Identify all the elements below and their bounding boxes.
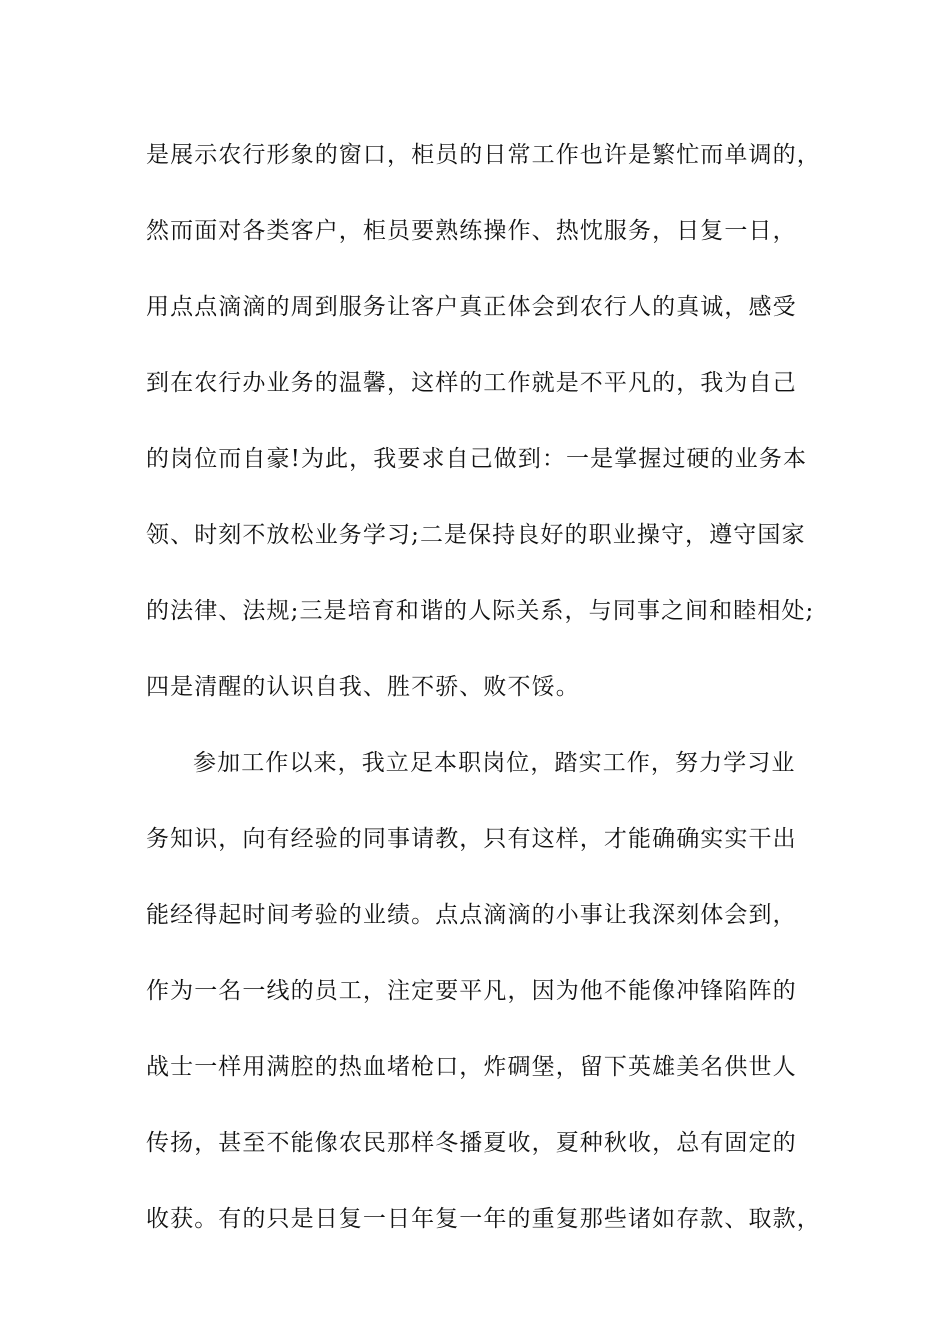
paragraph-first-line: 参加工作以来，我立足本职岗位，踏实工作，努力学习业 [193, 750, 796, 776]
text-line: 收获。有的只是日复一日年复一年的重复那些诸如存款、取款， [146, 1206, 821, 1232]
text-line: 到在农行办业务的温馨，这样的工作就是不平凡的，我为自己 [146, 370, 797, 396]
text-line: 作为一名一线的员工，注定要平凡，因为他不能像冲锋陷阵的 [146, 978, 797, 1004]
text-line: 四是清醒的认识自我、胜不骄、败不馁。 [146, 674, 580, 700]
text-line: 用点点滴滴的周到服务让客户真正体会到农行人的真诚，感受 [146, 294, 797, 320]
text-line: 战士一样用满腔的热血堵枪口，炸碉堡，留下英雄美名供世人 [146, 1054, 797, 1080]
text-line: 传扬，甚至不能像农民那样冬播夏收，夏种秋收，总有固定的 [146, 1130, 797, 1156]
text-line: 务知识，向有经验的同事请教，只有这样，才能确确实实干出 [146, 826, 797, 852]
text-line: 领、时刻不放松业务学习;二是保持良好的职业操守，遵守国家 [146, 522, 806, 548]
text-line: 的岗位而自豪!为此，我要求自己做到：一是掌握过硬的业务本 [146, 446, 808, 472]
text-line: 是展示农行形象的窗口，柜员的日常工作也许是繁忙而单调的， [146, 142, 821, 168]
text-line: 然而面对各类客户，柜员要熟练操作、热忱服务，日复一日， [146, 218, 797, 244]
text-line: 能经得起时间考验的业绩。点点滴滴的小事让我深刻体会到， [146, 902, 797, 928]
text-line: 的法律、法规;三是培育和谐的人际关系，与同事之间和睦相处; [146, 598, 815, 624]
